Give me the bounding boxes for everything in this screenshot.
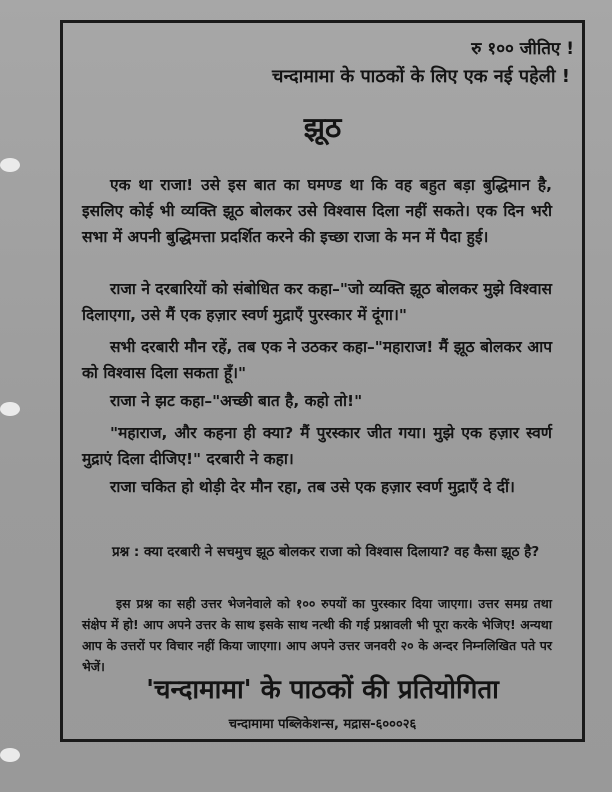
story-paragraph-4: राजा ने झट कहा–"अच्छी बात है, कहो तो!" — [110, 391, 363, 410]
puzzle-subtitle: चन्दामामा के पाठकों के लिए एक नई पहेली ! — [272, 66, 570, 87]
contest-instructions: इस प्रश्न का सही उत्तर भेजनेवाले को १०० रुपयों का पुरस्कार दिया जाएगा। उत्तर समग्र तथा संक्षेप में हो! आप अपने उत्तर के साथ इसके साथ नत्थी की गई प्रश्नावली भी पूरा करके भेजिए! अन्यथा आप के उत्तरों पर विचार नहीं किया जाएगा। आप अपने उत्तर जनवरी २० के अन्दर निम्नलिखित पते पर भेजें। — [82, 595, 552, 674]
question-block — [82, 540, 552, 564]
question-text: क्या दरबारी ने सचमुच झूठ बोलकर राजा को विश्वास दिलाया? वह कैसा झूठ है? — [144, 543, 540, 560]
question-label: प्रश्न : — [112, 543, 140, 560]
story-title: झूठ — [303, 111, 342, 144]
prize-heading: रु १०० जीतिए ! — [471, 39, 574, 59]
story-paragraph-6: राजा चकित हो थोड़ी देर मौन रहा, तब उसे एक हज़ार स्वर्ण मुद्राएँ दे दीं। — [110, 477, 515, 496]
paper-smudge — [0, 158, 20, 172]
story-paragraph-2: राजा ने दरबारियों को संबोधित कर कहा–"जो व्यक्ति झूठ बोलकर मुझे विश्वास दिलाएगा, उसे मैं एक हज़ार स्वर्ण मुद्राएँ पुरस्कार में दूंगा।" — [82, 279, 552, 324]
story-paragraph-5: "महाराज, और कहना ही क्या? मैं पुरस्कार जीत गया। मुझे एक हज़ार स्वर्ण मुद्राएं दिला दीजिए!" दरबारी ने कहा। — [82, 423, 552, 468]
paper-smudge — [0, 748, 20, 762]
publisher-address: चन्दामामा पब्लिकेशन्स, मद्रास-६०००२६ — [228, 717, 417, 732]
contest-title: 'चन्दामामा' के पाठकों की प्रतियोगिता — [146, 675, 499, 705]
paper-smudge — [0, 402, 20, 416]
story-paragraph-3: सभी दरबारी मौन रहें, तब एक ने उठकर कहा–"महाराज! मैं झूठ बोलकर आप को विश्वास दिला सकता हूँ।" — [82, 337, 552, 382]
story-paragraph-1: एक था राजा! उसे इस बात का घमण्ड था कि वह बहुत बड़ा बुद्धिमान है, इसलिए कोई भी व्यक्ति झूठ बोलकर उसे विश्वास दिला नहीं सकते। एक दिन भरी सभा में अपनी बुद्धिमत्ता प्रदर्शित करने की इच्छा राजा के मन में पैदा हुई। — [82, 175, 552, 246]
